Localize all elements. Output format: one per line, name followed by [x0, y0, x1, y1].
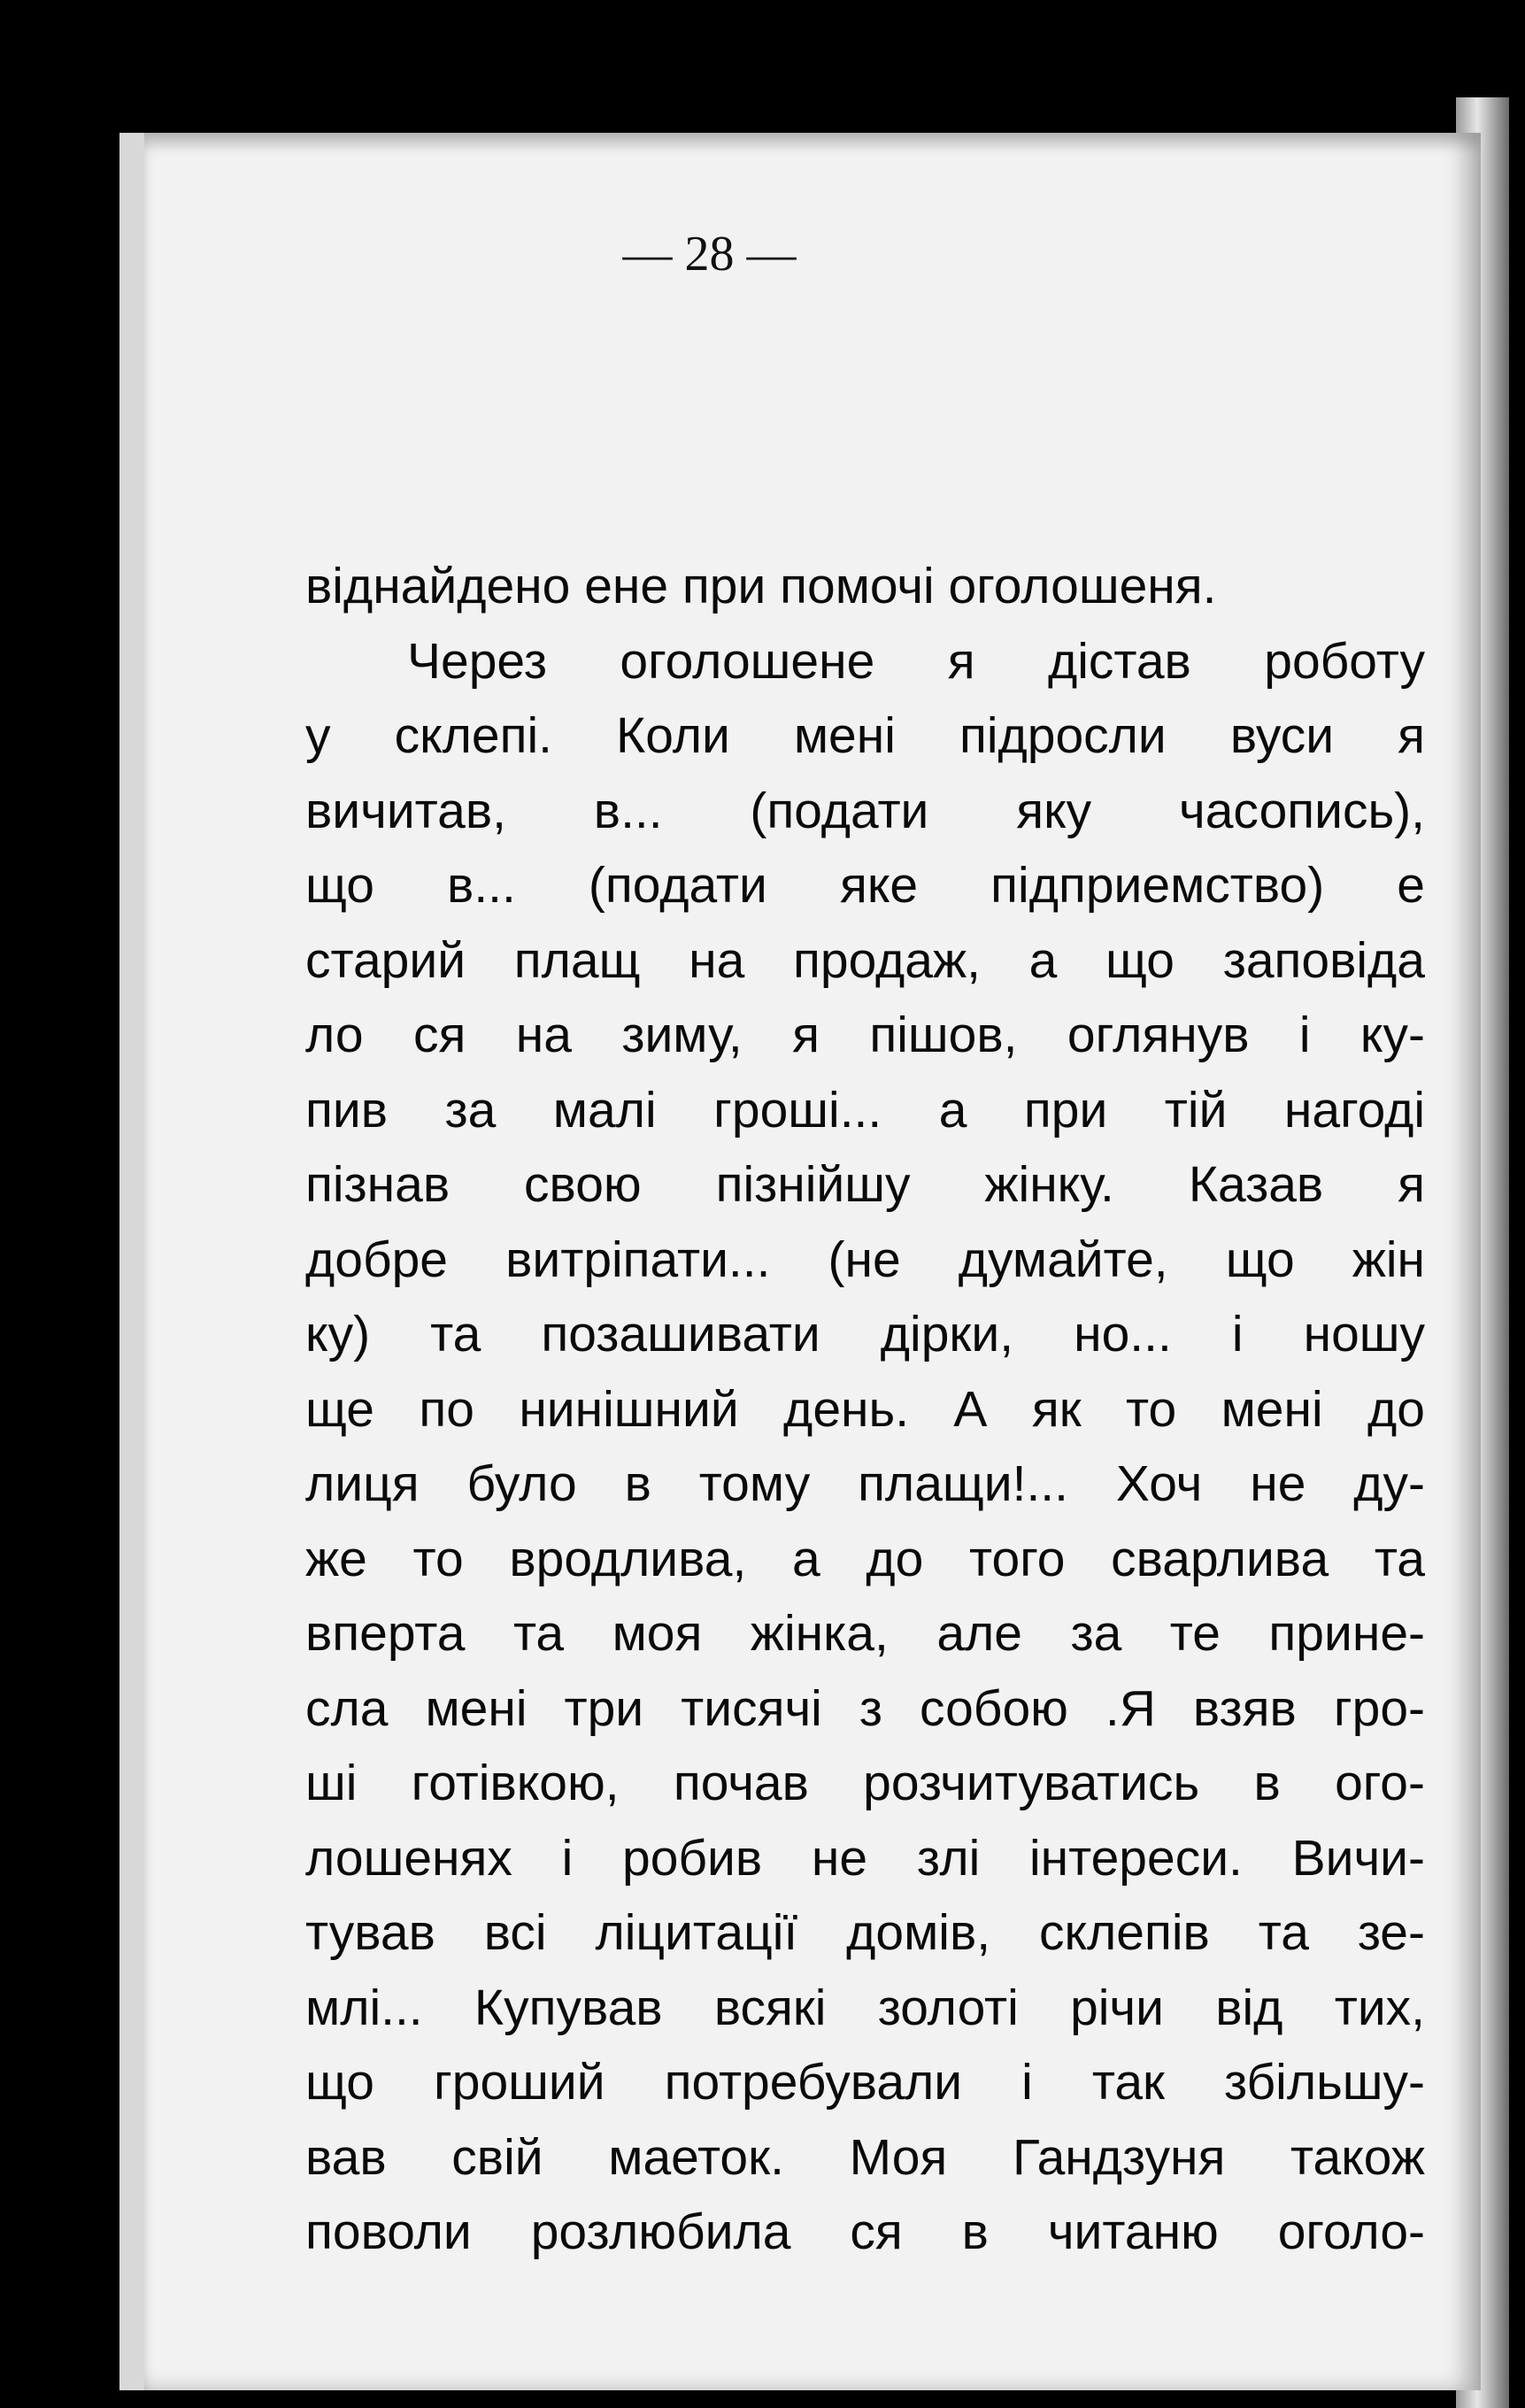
text-line: що в... (подати яке підприемство) е: [305, 857, 1425, 914]
text-line: добре витріпати... (не думайте, що жін: [305, 1231, 1425, 1288]
text-line: ші готівкою, почав розчитуватись в ого-: [305, 1755, 1425, 1811]
text-line: у склепі. Коли мені підросли вуси я: [305, 707, 1425, 764]
body-text: [305, 549, 1425, 2270]
text-line: тував всі ліцитації домів, склепів та зе-: [305, 1904, 1425, 1961]
page-number: — 28 —: [622, 227, 797, 282]
text-line: ло ся на зиму, я пішов, оглянув і ку-: [305, 1007, 1425, 1063]
text-line: млі... Купував всякі золоті річи від тих,: [305, 1979, 1425, 2036]
text-line: поволи розлюбила ся в читаню оголо-: [305, 2203, 1425, 2260]
text-line: лошенях і робив не злі інтереси. Вичи-: [305, 1829, 1425, 1887]
text-line: пив за малі гроші... а при тій нагоді: [305, 1081, 1425, 1138]
text-line: пізнав свою пізнійшу жінку. Казав я: [305, 1156, 1425, 1213]
text-line: вичитав, в... (подати яку часопись),: [305, 782, 1425, 839]
text-line: лиця було в тому плащи!... Хоч не ду-: [305, 1455, 1425, 1512]
text-line: ку) та позашивати дірки, но... і ношу: [305, 1306, 1425, 1362]
text-line: вперта та моя жінка, але за те прине-: [305, 1605, 1425, 1662]
text-line: ще по нинішний день. А як то мені до: [305, 1380, 1425, 1438]
text-line: вав свій маеток. Моя Гандзуня також: [305, 2128, 1425, 2186]
text-line: же то вродлива, а до того сварлива та: [305, 1530, 1425, 1587]
text-line: Через оголошене я дістав роботу: [407, 632, 1425, 690]
text-line: старий плащ на продаж, а що заповіда: [305, 931, 1425, 989]
text-line: сла мені три тисячі з собою .Я взяв гро-: [305, 1679, 1425, 1737]
text-line: що гроший потребували і так збільшу-: [305, 2054, 1425, 2111]
text-line: віднайдено ене при помочі оголошеня.: [305, 558, 1217, 614]
